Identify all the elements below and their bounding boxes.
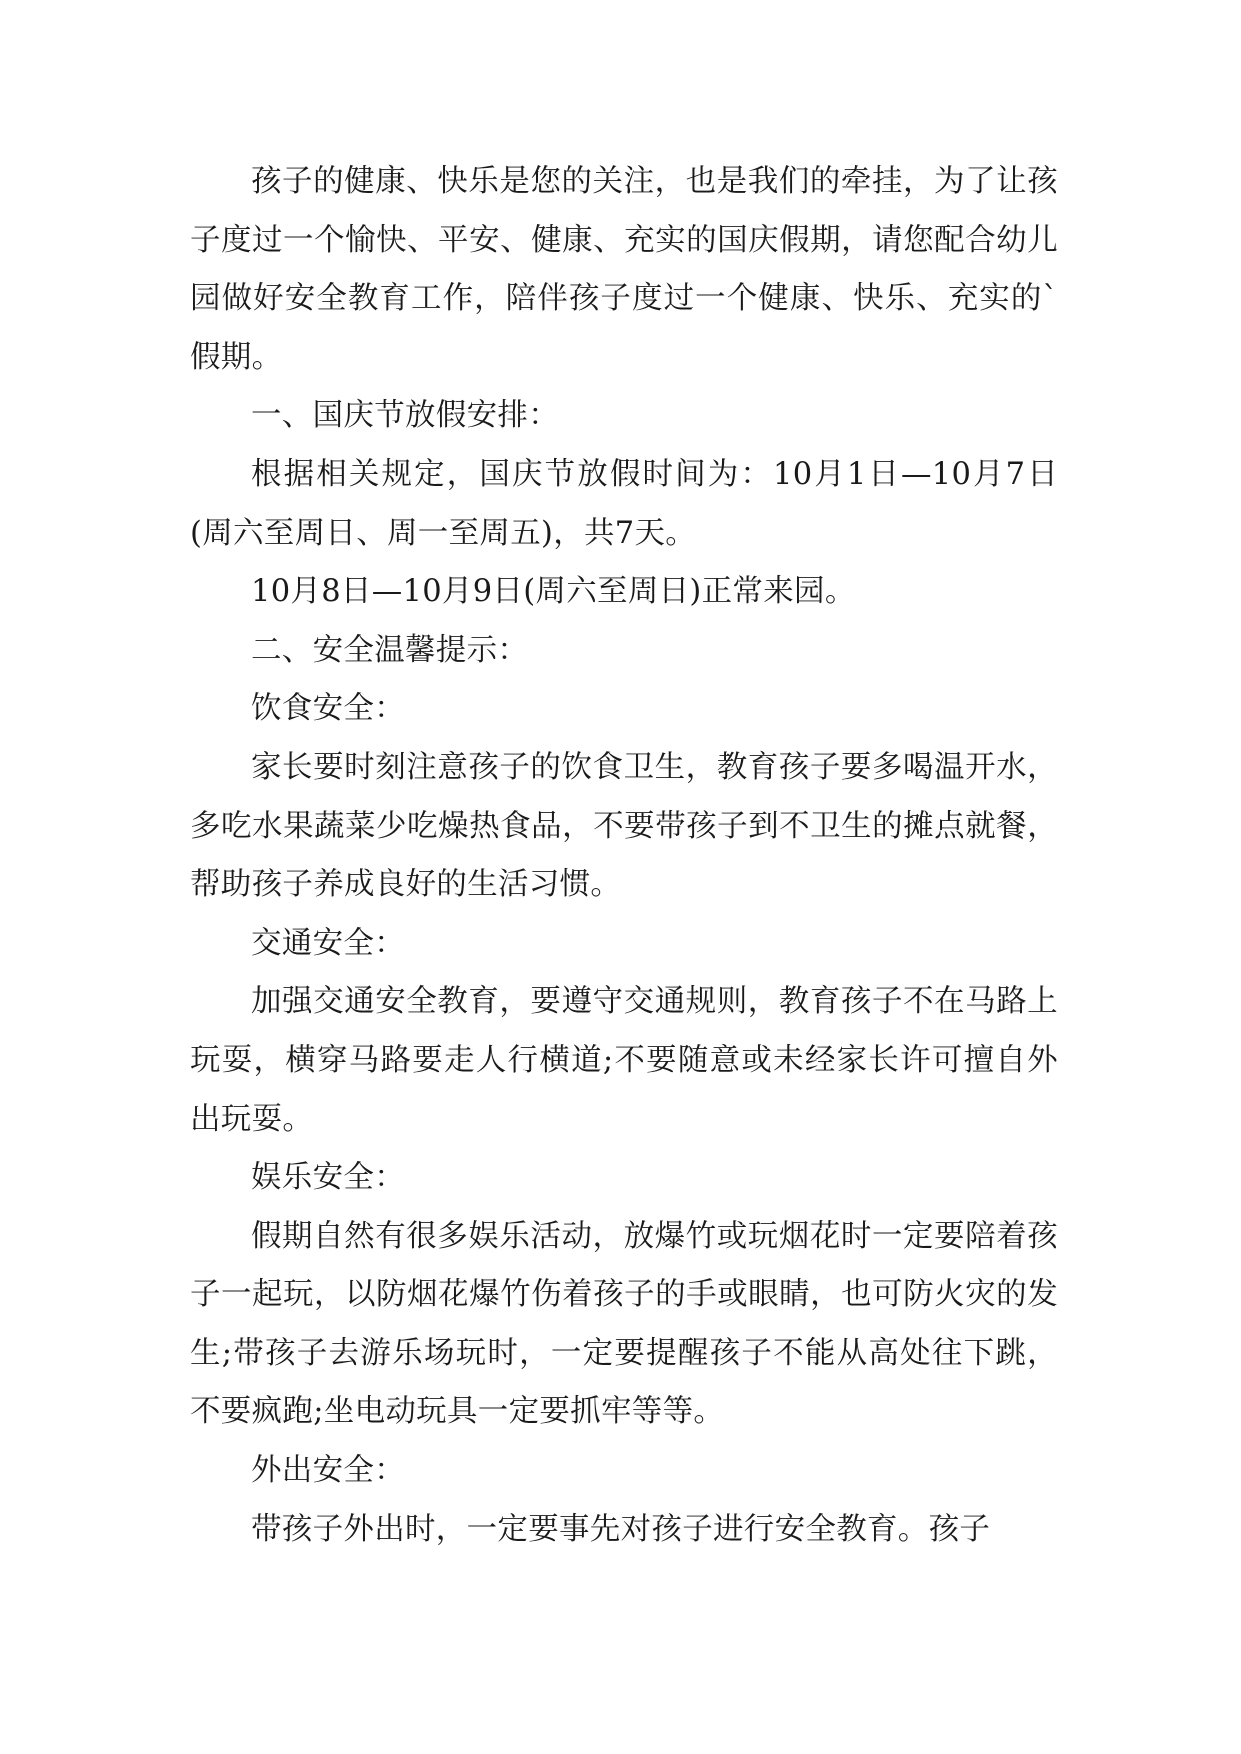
subheading-food-safety: 饮食安全：	[251, 691, 405, 727]
paragraph-entertainment-safety: 假期自然有很多娱乐活动，放爆竹或玩烟花时一定要陪着孩子一起玩，以防烟花爆竹伤着孩子的手或眼睛，也可防火灾的发生;带孩子去游乐场玩时，一定要提醒孩子不能从高处往下跳，不要疯跑;坐电动玩具一定要抓牢等等。	[190, 1218, 1058, 1430]
paragraph-holiday-dates: 根据相关规定，国庆节放假时间为：10月1日—10月7日(周六至周日、周一至周五)，共7天。	[190, 456, 1058, 551]
heading-holiday-schedule: 一、国庆节放假安排：	[251, 398, 559, 434]
heading-safety-tips: 二、安全温馨提示：	[251, 632, 529, 668]
paragraph-food-safety: 家长要时刻注意孩子的饮食卫生，教育孩子要多喝温开水，多吃水果蔬菜少吃燥热食品，不要带孩子到不卫生的摊点就餐，帮助孩子养成良好的生活习惯。	[190, 749, 1058, 903]
subheading-traffic-safety: 交通安全：	[251, 925, 405, 961]
subheading-outing-safety: 外出安全：	[251, 1453, 405, 1489]
paragraph-intro: 孩子的健康、快乐是您的关注，也是我们的牵挂，为了让孩子度过一个愉快、平安、健康、充实的国庆假期，请您配合幼儿园做好安全教育工作，陪伴孩子度过一个健康、快乐、充实的`假期。	[190, 164, 1058, 375]
document-body	[190, 153, 1058, 1559]
paragraph-outing-safety: 带孩子外出时，一定要事先对孩子进行安全教育。孩子	[251, 1511, 991, 1547]
paragraph-return-dates: 10月8日—10月9日(周六至周日)正常来园。	[251, 574, 856, 610]
paragraph-traffic-safety: 加强交通安全教育，要遵守交通规则，教育孩子不在马路上玩耍，横穿马路要走人行横道;不要随意或未经家长许可擅自外出玩耍。	[190, 984, 1058, 1137]
subheading-entertainment-safety: 娱乐安全：	[251, 1160, 405, 1196]
